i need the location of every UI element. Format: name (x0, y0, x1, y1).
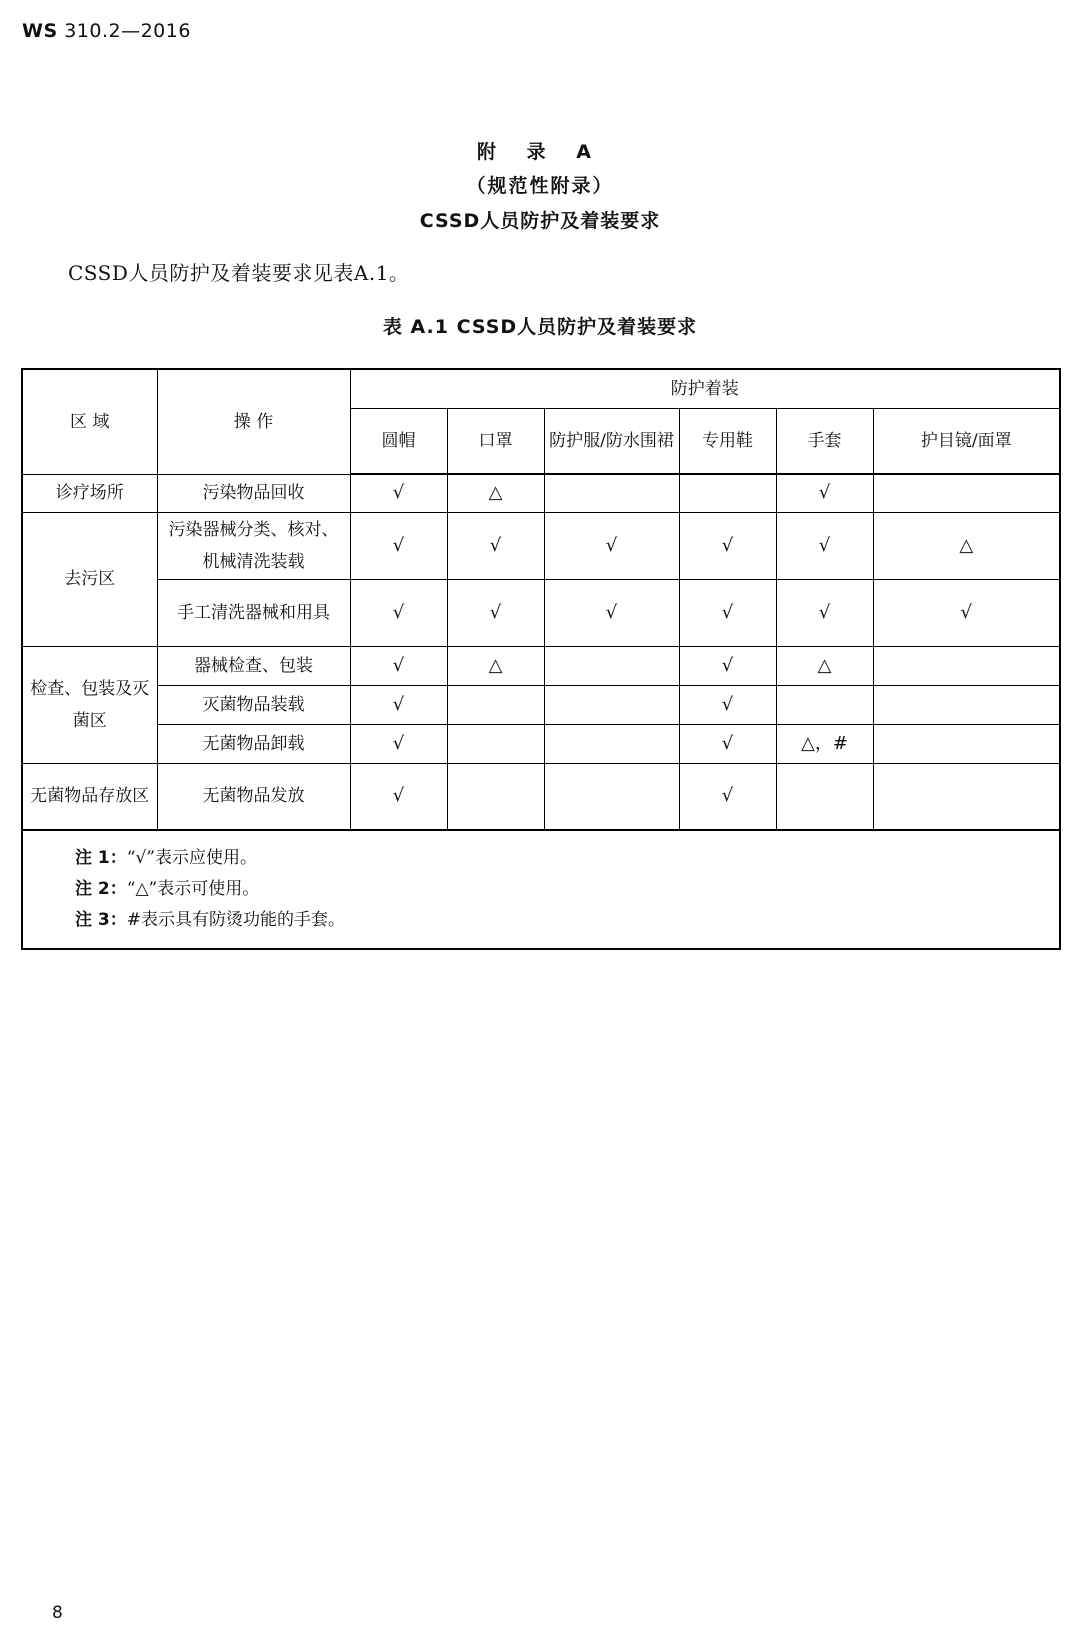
table-row (23, 474, 1059, 512)
mark-cell: √ (447, 512, 544, 579)
note-item (75, 874, 1059, 905)
mark-cell: △ (447, 474, 544, 512)
header-gloves: 手套 (776, 408, 873, 474)
appendix-title: CSSD人员防护及着装要求 (419, 210, 661, 232)
mark-cell (873, 724, 1059, 763)
mark-cell: √ (544, 512, 679, 579)
table-row (23, 579, 1059, 646)
mark-cell (544, 646, 679, 685)
standard-code-number: 310.2—2016 (64, 20, 191, 42)
table-row (23, 763, 1059, 829)
area-cell: 无菌物品存放区 (23, 763, 157, 829)
note-text: “△”表示可使用。 (126, 879, 260, 899)
mark-cell: √ (350, 512, 447, 579)
mark-cell: √ (350, 474, 447, 512)
mark-cell (544, 474, 679, 512)
operation-cell: 手工清洗器械和用具 (157, 579, 350, 646)
operation-cell: 灭菌物品装载 (157, 685, 350, 724)
table-notes (23, 829, 1059, 948)
mark-cell: √ (350, 763, 447, 829)
operation-cell: 无菌物品卸载 (157, 724, 350, 763)
header-round-cap: 圆帽 (350, 408, 447, 474)
table-row (23, 724, 1059, 763)
mark-cell: √ (679, 579, 776, 646)
mark-cell: √ (873, 579, 1059, 646)
standard-code-prefix: WS (22, 20, 58, 42)
area-cell: 去污区 (23, 512, 157, 646)
mark-cell: √ (776, 512, 873, 579)
note-label: 注 3： (75, 910, 127, 930)
table-row (23, 646, 1059, 685)
mark-cell: √ (776, 474, 873, 512)
mark-cell: √ (350, 579, 447, 646)
operation-cell: 无菌物品发放 (157, 763, 350, 829)
protection-table-frame (21, 368, 1061, 950)
mark-cell (544, 763, 679, 829)
intro-paragraph: CSSD人员防护及着装要求见表A.1。 (68, 261, 410, 285)
table-row (23, 685, 1059, 724)
appendix-label: 附 录 A (477, 141, 603, 163)
standard-code (22, 20, 191, 42)
mark-cell (447, 763, 544, 829)
mark-cell: √ (679, 685, 776, 724)
note-label: 注 1： (75, 848, 127, 868)
mark-cell: △ (447, 646, 544, 685)
header-protective-wear: 防护着装 (350, 370, 1059, 408)
protection-table (23, 370, 1059, 829)
mark-cell (776, 763, 873, 829)
mark-cell (873, 763, 1059, 829)
mark-cell (544, 724, 679, 763)
table-row (23, 512, 1059, 579)
note-item (75, 843, 1059, 874)
note-label: 注 2： (75, 879, 127, 899)
mark-cell: △，# (776, 724, 873, 763)
header-goggles: 护目镜/面罩 (873, 408, 1059, 474)
mark-cell: √ (447, 579, 544, 646)
header-protective-gown: 防护服/防水围裙 (544, 408, 679, 474)
mark-cell: √ (679, 646, 776, 685)
mark-cell (447, 685, 544, 724)
mark-cell: √ (679, 724, 776, 763)
mark-cell (447, 724, 544, 763)
mark-cell: √ (679, 763, 776, 829)
mark-cell (873, 685, 1059, 724)
mark-cell: √ (679, 512, 776, 579)
note-text: “√”表示应使用。 (126, 848, 257, 868)
mark-cell: √ (776, 579, 873, 646)
area-cell: 诊疗场所 (23, 474, 157, 512)
mark-cell: √ (350, 685, 447, 724)
mark-cell: △ (776, 646, 873, 685)
note-item (75, 905, 1059, 936)
mark-cell: √ (544, 579, 679, 646)
operation-cell: 污染器械分类、核对、机械清洗装载 (157, 512, 350, 579)
mark-cell: √ (350, 646, 447, 685)
header-operation: 操 作 (157, 370, 350, 474)
header-special-shoes: 专用鞋 (679, 408, 776, 474)
mark-cell (873, 646, 1059, 685)
operation-cell: 器械检查、包装 (157, 646, 350, 685)
header-mask: 口罩 (447, 408, 544, 474)
mark-cell (776, 685, 873, 724)
mark-cell (544, 685, 679, 724)
mark-cell (873, 474, 1059, 512)
mark-cell (679, 474, 776, 512)
header-area: 区 域 (23, 370, 157, 474)
operation-cell: 污染物品回收 (157, 474, 350, 512)
appendix-type: （规范性附录） (466, 175, 614, 197)
mark-cell: √ (350, 724, 447, 763)
note-text: #表示具有防烫功能的手套。 (126, 910, 345, 930)
table-caption: 表 A.1 CSSD人员防护及着装要求 (382, 316, 698, 338)
page-number: 8 (52, 1603, 63, 1623)
mark-cell: △ (873, 512, 1059, 579)
area-cell: 检查、包装及灭菌区 (23, 646, 157, 763)
